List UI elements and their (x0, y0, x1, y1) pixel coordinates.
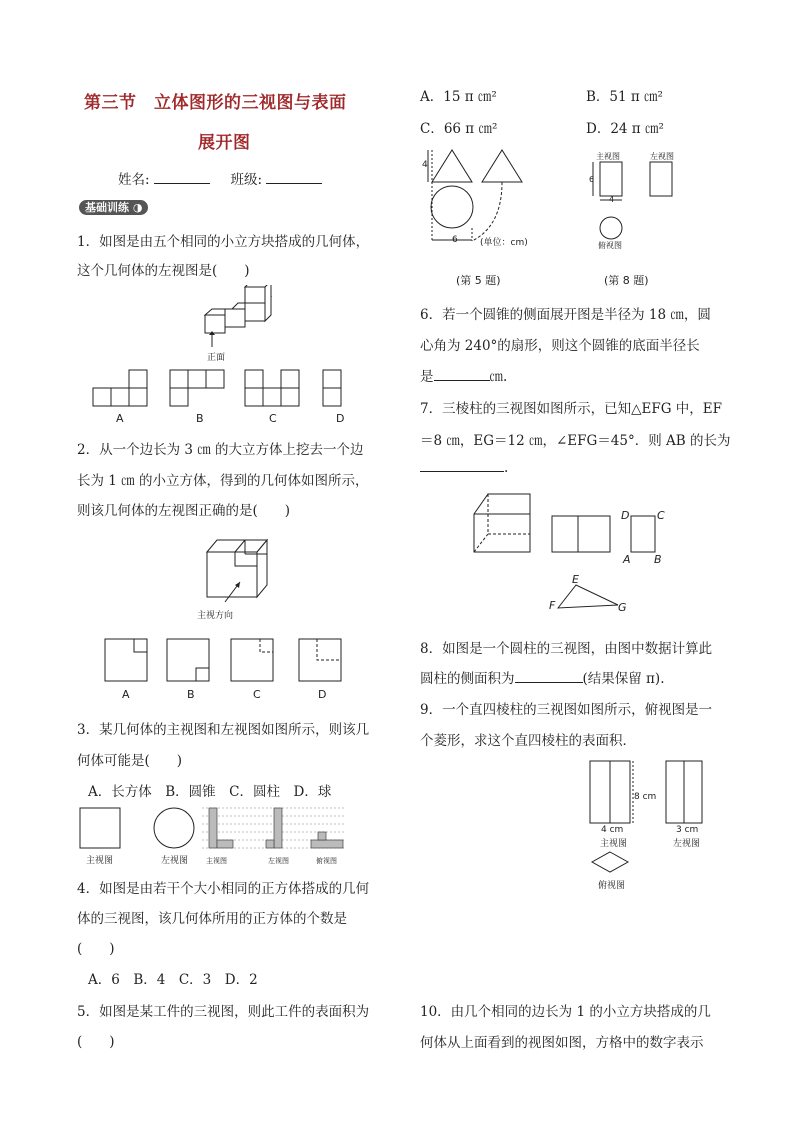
class-blank[interactable] (266, 171, 322, 184)
q1-option-a[interactable]: A (116, 412, 124, 425)
q5-unit: (单位：cm) (480, 238, 528, 248)
q3-grid-label-top: 俯视图 (316, 857, 337, 865)
q1-option-c[interactable]: C (269, 412, 277, 425)
q9-top-view-label: 俯视图 (598, 881, 626, 891)
q4-choices[interactable]: A．6 B．4 C．3 D．2 (88, 972, 258, 988)
q6-text-3 (420, 365, 507, 385)
q2-cube-figure (195, 530, 275, 610)
q3-text-2: 何体可能是( ) (77, 753, 183, 769)
q9-left-view-label: 左视图 (673, 839, 701, 849)
q3-front-view-label: 主视图 (86, 856, 114, 866)
q1-solid-figure (200, 285, 280, 355)
page-title-line2: 展开图 (198, 133, 251, 153)
q9-text-1: 9．一个直四棱柱的三视图如图所示，俯视图是一 (420, 702, 713, 718)
q7-answer-blank[interactable] (420, 459, 504, 472)
page-title: 第三节 立体图形的三视图与表面 (84, 93, 347, 113)
q3-grid-label-front: 主视图 (206, 857, 227, 865)
q9-dim-3: 3 cm (676, 825, 699, 835)
q1-options-figures[interactable] (88, 368, 368, 410)
q2-text-1: 2．从一个边长为 3 ㎝ 的大立方体上挖去一个边 (77, 442, 364, 458)
q3-left-view-label: 左视图 (161, 856, 189, 866)
q7-text-1: 7．三棱柱的三视图如图所示，已知△EFG 中，EF (420, 401, 722, 417)
q10-text-2: 何体从上面看到的视图如图，方格中的数字表示 (420, 1035, 704, 1051)
q8-front-view-label: 主视图 (596, 152, 620, 161)
q3-figures (78, 806, 348, 858)
q5-option-c[interactable]: C．66 π ㎝² (420, 121, 498, 137)
q5-option-b[interactable]: B．51 π ㎝² (586, 89, 663, 105)
q8-text-2 (420, 667, 665, 687)
q7-text-2: ＝8 ㎝，EG＝12 ㎝，∠EFG＝45°．则 AB 的长为 (420, 433, 731, 449)
q8-post: (结果保留 π). (582, 671, 665, 687)
q8-answer-blank[interactable] (515, 670, 583, 683)
q4-text-1: 4．如图是由若干个大小相同的正方体搭成的几何 (77, 881, 370, 897)
q1-text-2: 这个几何体的左视图是( ) (77, 263, 250, 279)
q2-option-d[interactable]: D (318, 688, 327, 701)
q7-label-f: F (549, 599, 556, 612)
name-label: 姓名: (118, 172, 150, 188)
q5-text-2: ( ) (77, 1034, 115, 1050)
q3-grid-label-left: 左视图 (268, 857, 289, 865)
q7-label-a: A (623, 553, 631, 566)
q6-text-2: 心角为 240°的扇形，则这个圆锥的底面半径长 (420, 338, 700, 354)
q6-post: ㎝. (489, 369, 508, 385)
q6-answer-blank[interactable] (434, 368, 490, 381)
q9-figure (584, 758, 709, 878)
q6-text-1: 6．若一个圆锥的侧面展开图是半径为 18 ㎝，圆 (420, 307, 711, 323)
q5-dim-4: 4 (422, 160, 428, 170)
q2-option-a[interactable]: A (122, 688, 130, 701)
q7-label-b: B (654, 553, 662, 566)
q2-text-3: 则该几何体的左视图正确的是( ) (77, 503, 291, 519)
q7-text-3 (420, 459, 508, 476)
q1-text-1: 1．如图是由五个相同的小立方块搭成的几何体， (77, 234, 370, 250)
q8-top-view-label: 俯视图 (598, 241, 622, 250)
q5-option-d[interactable]: D．24 π ㎝² (586, 121, 664, 137)
q9-front-view-label: 主视图 (600, 839, 628, 849)
q4-text-2: 体的三视图，该几何体所用的正方体的个数是 (77, 911, 347, 927)
q2-text-2: 长为 1 ㎝ 的小立方体，得到的几何体如图所示， (77, 473, 369, 489)
q7-label-g: G (618, 601, 627, 614)
q4-text-3: ( ) (77, 941, 115, 957)
q3-choices[interactable]: A．长方体 B．圆锥 C．圆柱 D．球 (88, 784, 332, 800)
q9-dim-4: 4 cm (601, 825, 624, 835)
q2-view-label: 主视方向 (197, 611, 234, 621)
q8-left-view-label: 左视图 (650, 152, 674, 161)
q7-label-e: E (572, 573, 579, 586)
q7-label-c: C (657, 509, 665, 522)
q8-figure (588, 150, 688, 250)
name-blank[interactable] (154, 171, 210, 184)
q8-pre: 圆柱的侧面积为 (420, 671, 515, 687)
q8-dim-6: 6 (589, 175, 595, 184)
q1-front-label: 正面 (207, 353, 226, 363)
q2-option-c[interactable]: C (253, 688, 261, 701)
q7-figure (470, 490, 670, 615)
q3-text-1: 3．某几何体的主视图和左视图如图所示，则该几 (77, 722, 370, 738)
q9-dim-8: 8 cm (634, 792, 657, 802)
q8-caption: (第 8 题) (604, 274, 649, 287)
q7-label-d: D (621, 509, 630, 522)
section-badge: 基础训练 ◑ (79, 199, 148, 215)
q10-text-1: 10．由几个相同的边长为 1 的小立方块搭成的几 (420, 1004, 711, 1020)
class-label: 班级: (230, 172, 263, 188)
q6-pre: 是 (420, 369, 434, 385)
q2-option-b[interactable]: B (187, 688, 195, 701)
q8-dim-4: 4 (609, 195, 615, 204)
name-field (118, 168, 322, 188)
q5-option-a[interactable]: A．15 π ㎝² (420, 89, 497, 105)
q5-caption: (第 5 题) (456, 274, 501, 287)
q1-option-b[interactable]: B (196, 412, 204, 425)
q8-text-1: 8．如图是一个圆柱的三视图，由图中数据计算此 (420, 641, 713, 657)
q5-text-1: 5．如图是某工件的三视图，则此工件的表面积为 (77, 1004, 370, 1020)
q1-option-d[interactable]: D (336, 412, 345, 425)
badge-label: 基础训练 (85, 201, 129, 214)
q9-text-2: 个菱形，求这个直四棱柱的表面积． (420, 733, 636, 749)
q2-options-figures[interactable] (100, 636, 350, 686)
q7-post: . (504, 460, 509, 476)
q5-dim-6: 6 (452, 235, 458, 245)
